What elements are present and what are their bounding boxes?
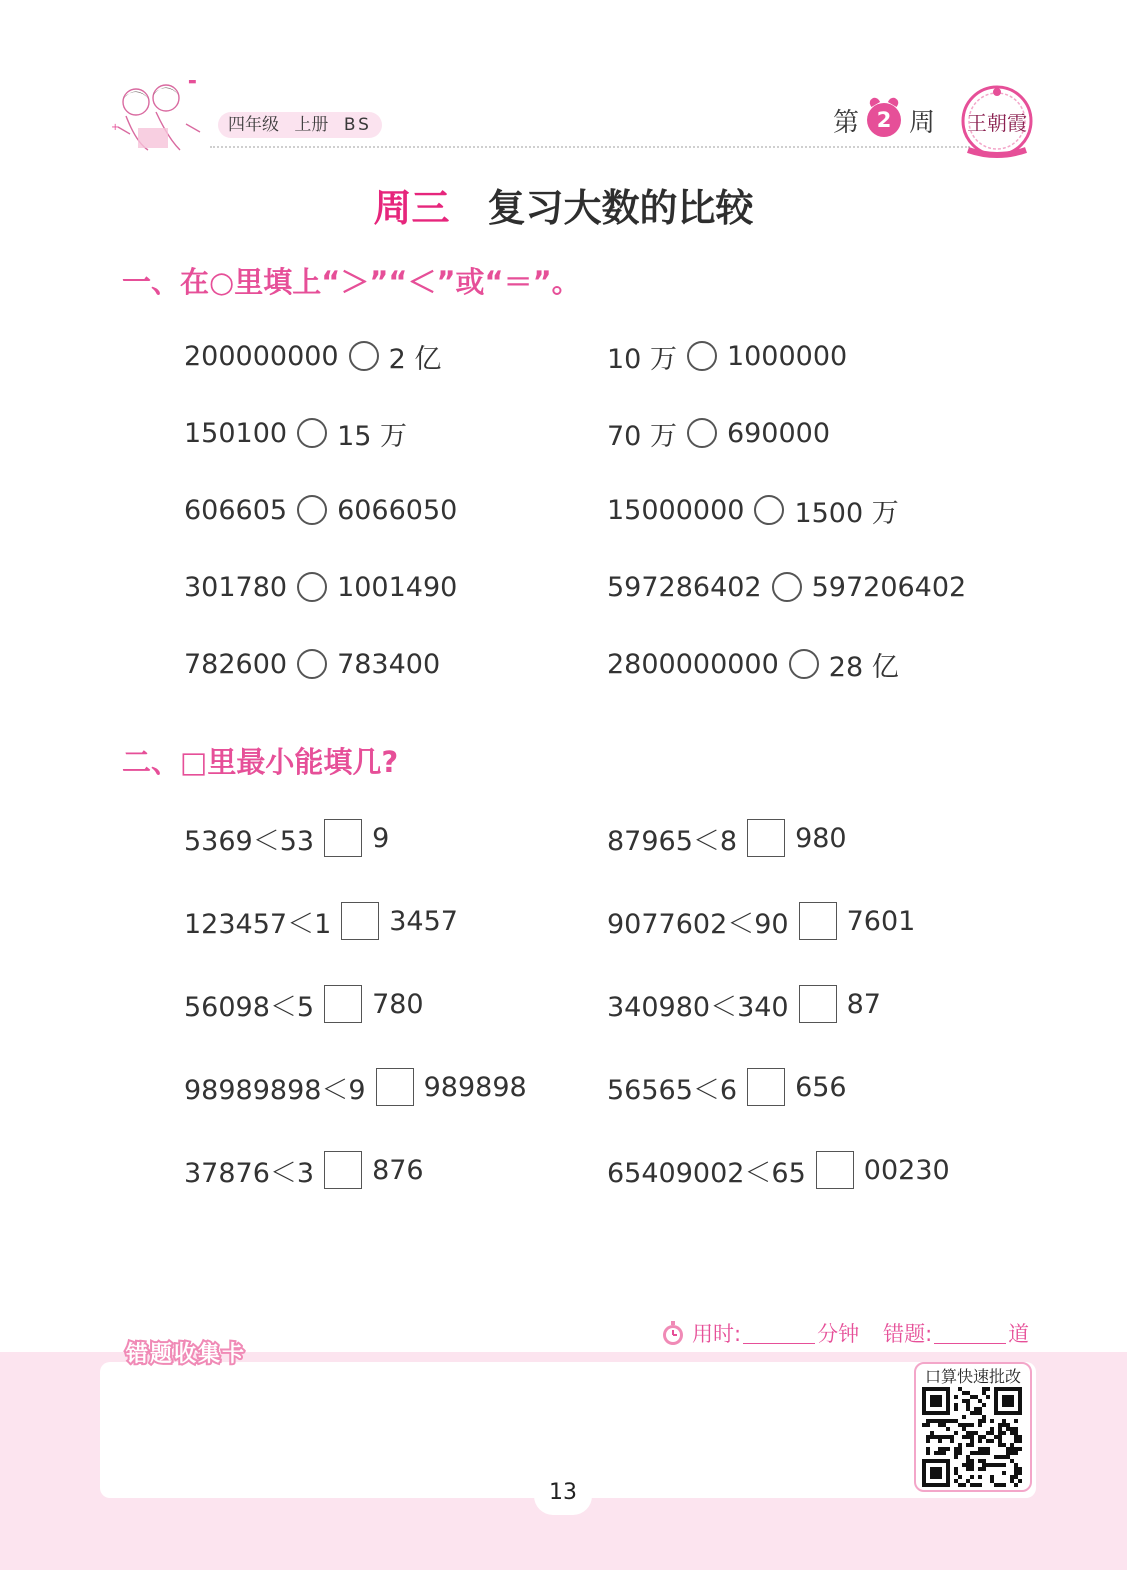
answer-circle[interactable]: [297, 649, 327, 679]
comparison-item: [184, 644, 440, 684]
answer-circle[interactable]: [789, 649, 819, 679]
fill-box-item: [184, 901, 458, 941]
expression-suffix: 87: [846, 988, 881, 1020]
expression-suffix: 00230: [863, 1154, 950, 1186]
expression-prefix: 5369＜53: [184, 825, 315, 857]
expression-prefix: 56098＜5: [184, 991, 315, 1023]
comparison-left-value: 15000000: [607, 494, 745, 526]
expression-prefix: 56565＜6: [607, 1074, 738, 1106]
answer-circle[interactable]: [349, 341, 379, 371]
expression-suffix: 780: [372, 988, 424, 1020]
answer-box[interactable]: [341, 902, 379, 940]
expression-suffix: 980: [795, 822, 847, 854]
comparison-left-value: 10 万: [607, 343, 677, 375]
svg-text:王朝霞: 王朝霞: [967, 111, 1027, 135]
week-suffix: 周: [909, 107, 936, 138]
fill-box-item: [607, 984, 881, 1024]
answer-box[interactable]: [324, 985, 362, 1023]
expression-suffix: 7601: [846, 905, 916, 937]
expression-suffix: 3457: [389, 905, 458, 937]
answer-box[interactable]: [324, 819, 362, 857]
svg-text:▬: ▬: [188, 77, 197, 87]
comparison-right-value: 690000: [726, 417, 831, 449]
comparison-left-value: 200000000: [184, 340, 339, 372]
kids-illustration: [108, 72, 208, 157]
time-blank[interactable]: [743, 1323, 815, 1344]
answer-circle[interactable]: [754, 495, 784, 525]
comparison-item: [184, 567, 457, 607]
comparison-left-value: 2800000000: [607, 648, 779, 680]
expression-prefix: 37876＜3: [184, 1157, 315, 1189]
comparison-item: [184, 336, 441, 376]
comparison-left-value: 606605: [184, 494, 288, 526]
expression-suffix: 989898: [423, 1071, 527, 1103]
answer-circle[interactable]: [297, 418, 327, 448]
qr-label: 口算快速批改: [924, 1367, 1021, 1386]
section1-heading: 一、在○里填上“＞”“＜”或“＝”。: [122, 265, 581, 299]
page-number: 13: [549, 1480, 577, 1505]
answer-box[interactable]: [747, 1068, 785, 1106]
comparison-left-value: 597286402: [607, 571, 762, 603]
comparison-right-value: 1001490: [337, 571, 458, 603]
expression-prefix: 9077602＜90: [607, 908, 789, 940]
comparison-item: [607, 336, 847, 376]
brand-seal-logo: [958, 82, 1036, 160]
comparison-item: [184, 490, 457, 530]
answer-circle[interactable]: [687, 341, 717, 371]
grade-label: 四年级: [228, 115, 279, 135]
errors-blank[interactable]: [934, 1323, 1006, 1344]
header-divider: [210, 146, 970, 148]
expression-prefix: 98989898＜9: [184, 1074, 366, 1106]
errors-label: 错题:: [883, 1322, 933, 1346]
time-error-record: [660, 1318, 1029, 1348]
answer-box[interactable]: [799, 985, 837, 1023]
comparison-left-value: 70 万: [607, 420, 677, 452]
comparison-item: [607, 413, 830, 453]
grade-tag: [218, 112, 382, 138]
time-label: 用时:: [692, 1322, 742, 1346]
answer-box[interactable]: [816, 1151, 854, 1189]
comparison-right-value: 1000000: [726, 340, 848, 372]
title-topic: 复习大数的比较: [487, 186, 754, 230]
comparison-right-value: 783400: [337, 648, 441, 680]
expression-suffix: 9: [372, 822, 390, 854]
comparison-right-value: 2 亿: [388, 343, 442, 375]
expression-prefix: 65409002＜65: [607, 1157, 806, 1189]
volume-label: 上册: [294, 115, 329, 135]
comparison-right-value: 15 万: [337, 420, 408, 452]
answer-box[interactable]: [799, 902, 837, 940]
fill-box-item: [184, 1067, 527, 1107]
comparison-left-value: 301780: [184, 571, 288, 603]
comparison-right-value: 28 亿: [828, 651, 899, 683]
answer-circle[interactable]: [772, 572, 802, 602]
answer-circle[interactable]: [297, 572, 327, 602]
errors-unit: 道: [1008, 1322, 1030, 1346]
answer-box[interactable]: [376, 1068, 414, 1106]
fill-box-item: [184, 1150, 424, 1190]
fill-box-item: [607, 1067, 847, 1107]
fill-box-item: [607, 1150, 950, 1190]
edition-label: BS: [343, 115, 372, 135]
expression-suffix: 876: [372, 1154, 424, 1186]
expression-prefix: 340980＜340: [607, 991, 789, 1023]
fill-box-item: [184, 818, 389, 858]
fill-box-item: [184, 984, 424, 1024]
answer-box[interactable]: [747, 819, 785, 857]
fill-box-item: [607, 818, 847, 858]
answer-circle[interactable]: [297, 495, 327, 525]
comparison-item: [607, 644, 899, 684]
comparison-left-value: 782600: [184, 648, 288, 680]
comparison-item: [184, 413, 407, 453]
week-indicator: [833, 100, 935, 140]
comparison-right-value: 1500 万: [794, 497, 899, 529]
page-title: [0, 182, 1127, 234]
title-day: 周三: [373, 186, 450, 230]
week-number-badge: 2: [867, 103, 901, 137]
expression-prefix: 87965＜8: [607, 825, 738, 857]
error-card-title: 错题收集卡: [126, 1342, 247, 1367]
comparison-left-value: 150100: [184, 417, 288, 449]
week-prefix: 第: [833, 107, 860, 138]
comparison-item: [607, 490, 899, 530]
section2-heading: 二、□里最小能填几?: [122, 745, 399, 779]
svg-text:+: +: [111, 122, 120, 133]
expression-prefix: 123457＜1: [184, 908, 332, 940]
fill-box-item: [607, 901, 915, 941]
comparison-item: [607, 567, 966, 607]
comparison-right-value: 6066050: [337, 494, 458, 526]
answer-box[interactable]: [324, 1151, 362, 1189]
stopwatch-icon: [660, 1320, 686, 1346]
expression-suffix: 656: [795, 1071, 847, 1103]
answer-circle[interactable]: [687, 418, 717, 448]
comparison-right-value: 597206402: [811, 571, 967, 603]
time-unit: 分钟: [817, 1322, 860, 1346]
qr-code[interactable]: [922, 1387, 1022, 1487]
